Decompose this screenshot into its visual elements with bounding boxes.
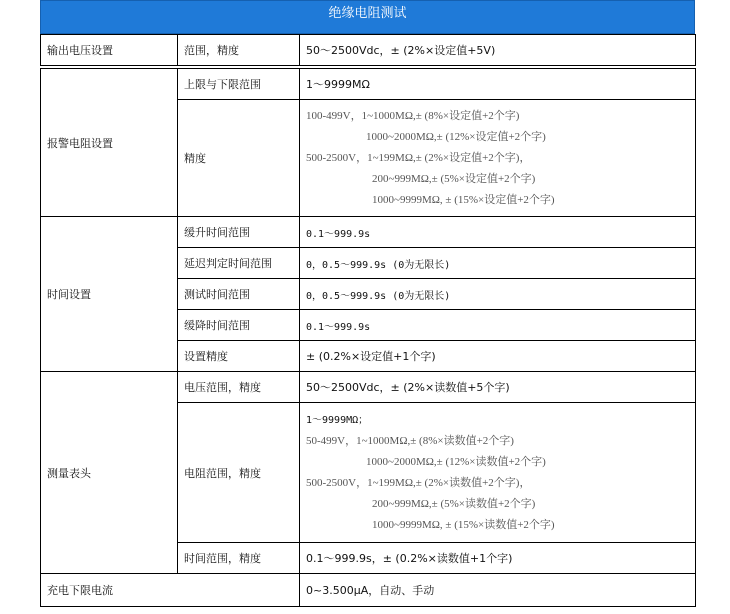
value-cell: 0.1～999.9s	[300, 310, 696, 341]
sub-label: 上限与下限范围	[178, 69, 300, 100]
value-cell: 0，0.5～999.9s (0为无限长)	[300, 248, 696, 279]
table-row	[41, 574, 696, 607]
value-line: 1000~9999MΩ, ± (15%×读数值+2个字)	[372, 518, 555, 531]
sub-label: 缓降时间范围	[178, 310, 300, 341]
table-row	[41, 35, 696, 66]
value-cell: 1～9999MΩ	[300, 69, 696, 100]
sub-label: 范围，精度	[178, 35, 300, 66]
table-title: 绝缘电阻测试	[40, 0, 695, 34]
row-label-output-voltage: 输出电压设置	[41, 35, 178, 66]
row-label-alarm: 报警电阻设置	[41, 69, 178, 217]
table-row	[41, 217, 696, 248]
spec-table	[40, 34, 696, 607]
sub-label: 精度	[178, 100, 300, 217]
sub-label: 时间范围，精度	[178, 543, 300, 574]
value-line: 200~999MΩ,± (5%×读数值+2个字)	[372, 497, 536, 510]
value-line: 500-2500V，1~199MΩ,± (2%×设定值+2个字)，	[306, 151, 531, 164]
sub-label: 电压范围，精度	[178, 372, 300, 403]
value-cell: 0，0.5～999.9s (0为无限长)	[300, 279, 696, 310]
value-cell-multiline	[300, 100, 696, 217]
spec-sheet	[40, 0, 695, 607]
value-line: 1000~2000MΩ,± (12%×读数值+2个字)	[366, 455, 546, 468]
table-row	[41, 372, 696, 403]
value-cell: ± (0.2%×设定值+1个字)	[300, 341, 696, 372]
row-label-meter: 测量表头	[41, 372, 178, 574]
sub-label: 电阻范围，精度	[178, 403, 300, 543]
value-cell: 50～2500Vdc，± (2%×读数值+5个字)	[300, 372, 696, 403]
value-cell: 0~3.500μA，自动、手动	[300, 574, 696, 607]
table-row	[41, 69, 696, 100]
value-line: 500-2500V，1~199MΩ,± (2%×读数值+2个字)，	[306, 476, 531, 489]
value-line: 50-499V，1~1000MΩ,± (8%×读数值+2个字)	[306, 434, 514, 447]
sub-label: 设置精度	[178, 341, 300, 372]
value-line: 1000~2000MΩ,± (12%×设定值+2个字)	[366, 130, 546, 143]
row-label-charge: 充电下限电流	[41, 574, 300, 607]
value-cell: 0.1～999.9s	[300, 217, 696, 248]
value-line: 200~999MΩ,± (5%×设定值+2个字)	[372, 172, 536, 185]
value-cell: 50～2500Vdc，± (2%×设定值+5V)	[300, 35, 696, 66]
value-line: 100-499V，1~1000MΩ,± (8%×设定值+2个字)	[306, 109, 520, 122]
value-cell: 0.1～999.9s，± (0.2%×读数值+1个字)	[300, 543, 696, 574]
value-cell-multiline	[300, 403, 696, 543]
sub-label: 缓升时间范围	[178, 217, 300, 248]
sub-label: 延迟判定时间范围	[178, 248, 300, 279]
sub-label: 测试时间范围	[178, 279, 300, 310]
value-line: 1～9999MΩ；	[306, 414, 369, 426]
value-line: 1000~9999MΩ, ± (15%×设定值+2个字)	[372, 193, 555, 206]
row-label-time: 时间设置	[41, 217, 178, 372]
